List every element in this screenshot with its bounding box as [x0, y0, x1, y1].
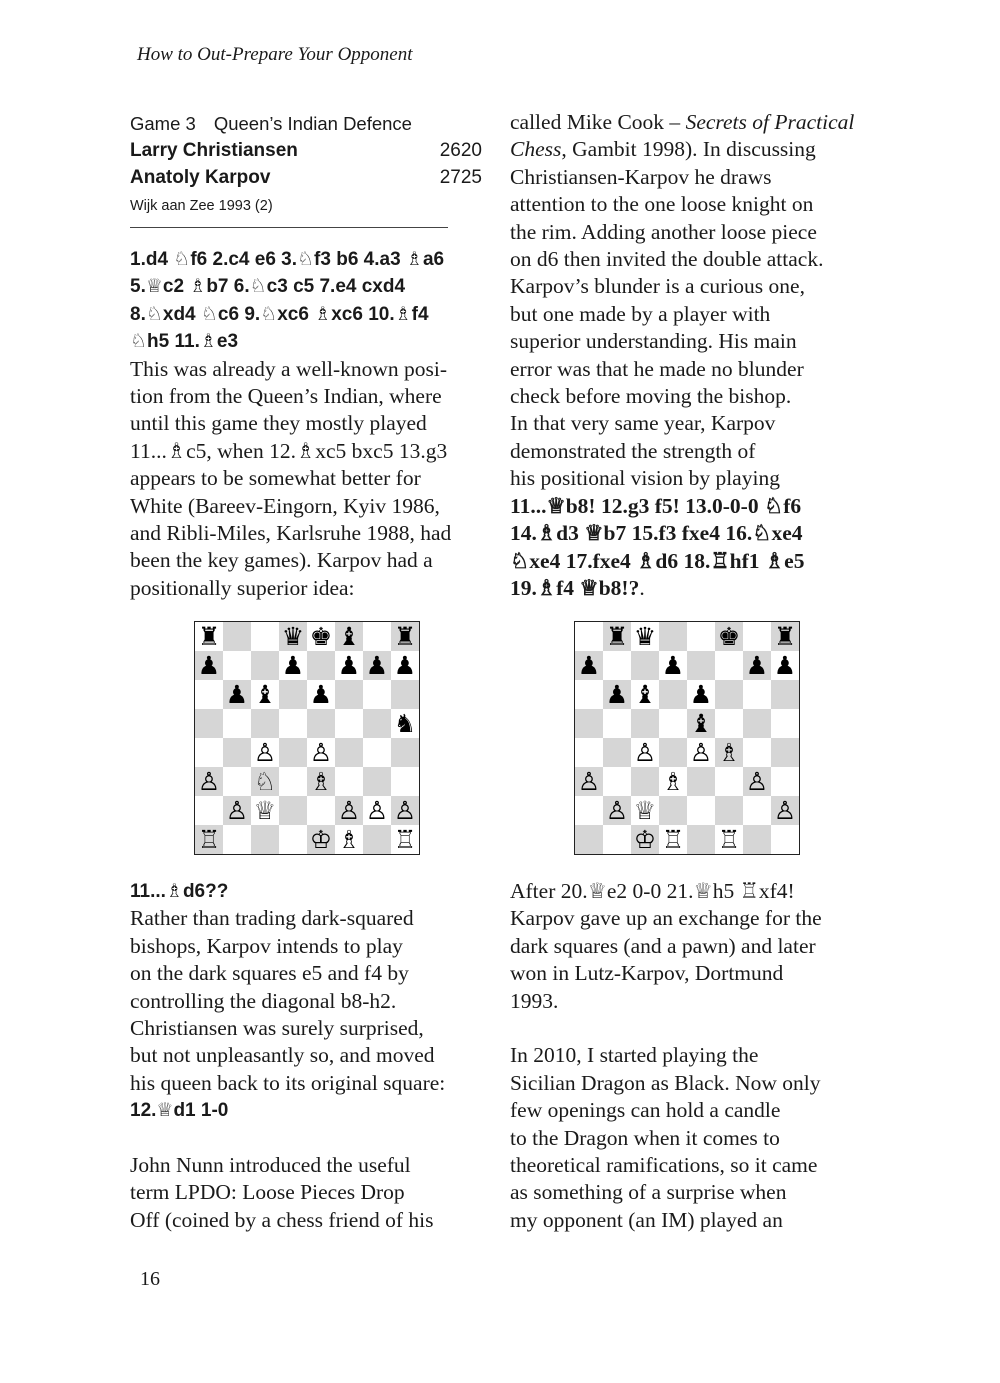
square-e4 [307, 738, 335, 767]
square-c4 [631, 738, 659, 767]
square-a6 [195, 680, 223, 709]
text-line: John Nunn introduced the useful [130, 1153, 411, 1178]
game-number: Game 3 [130, 113, 196, 134]
black-bishop-icon: ♝ [633, 680, 657, 709]
square-d3 [279, 767, 307, 796]
text-line: until this game they mostly played [130, 411, 427, 436]
square-f5 [335, 709, 363, 738]
square-c6 [251, 680, 279, 709]
text-line: In 2010, I started playing the [510, 1043, 759, 1068]
square-a6 [575, 680, 603, 709]
square-c4 [251, 738, 279, 767]
text-line: ♘xe4 17.fxe4 ♗d6 18.♖hf1 ♗e5 [510, 548, 805, 573]
square-f3 [335, 767, 363, 796]
paragraph-gap [130, 1125, 490, 1152]
black-bishop-icon: ♝ [689, 709, 713, 738]
text-line: term LPDO: Loose Pieces Drop [130, 1180, 405, 1205]
square-h3 [391, 767, 419, 796]
square-b8 [603, 622, 631, 651]
square-b7 [223, 651, 251, 680]
move-text: 12.♕d1 1-0 [130, 1100, 229, 1122]
text-line: 1993. [510, 988, 559, 1013]
square-a1 [195, 825, 223, 854]
square-g6 [743, 680, 771, 709]
white-rook-icon: ♖ [393, 825, 417, 854]
square-c2 [631, 796, 659, 825]
text-line: Rather than trading dark-squared [130, 906, 414, 931]
square-e2 [307, 796, 335, 825]
square-d1 [279, 825, 307, 854]
event-info: Wijk aan Zee 1993 (2) [130, 197, 273, 214]
text-line: few openings can hold a candle [510, 1098, 781, 1123]
black-rating: 2725 [439, 167, 482, 189]
commentary-paragraph [510, 1042, 870, 1234]
commentary-text: , Gambit 1998). In discussing [561, 137, 816, 162]
commentary-paragraph [130, 905, 490, 1097]
black-rook-icon: ♜ [605, 622, 629, 651]
white-king-icon: ♔ [633, 825, 657, 854]
square-b8 [223, 622, 251, 651]
square-h7 [771, 651, 799, 680]
square-d8 [279, 622, 307, 651]
square-g6 [363, 680, 391, 709]
text-line: ♘h5 11.♗e3 [130, 331, 239, 353]
square-a8 [575, 622, 603, 651]
square-d3 [659, 767, 687, 796]
square-h6 [391, 680, 419, 709]
black-pawn-icon: ♟ [225, 680, 249, 709]
text-line: his positional vision by playing [510, 466, 780, 491]
text-line: 11...♕b8! 12.g3 f5! 13.0-0-0 ♘f6 [510, 493, 802, 518]
text-line: as something of a surprise when [510, 1180, 787, 1205]
square-h5 [771, 709, 799, 738]
square-f8 [715, 622, 743, 651]
square-d6 [659, 680, 687, 709]
square-e5 [687, 709, 715, 738]
square-g7 [743, 651, 771, 680]
square-a7 [575, 651, 603, 680]
square-h7 [391, 651, 419, 680]
paragraph-gap [510, 1015, 870, 1042]
square-f2 [715, 796, 743, 825]
square-d6 [279, 680, 307, 709]
square-b5 [603, 709, 631, 738]
text-line: 1.d4 ♘f6 2.c4 e6 3.♘f3 b6 4.a3 ♗a6 [130, 249, 445, 270]
text-line: bishops, Karpov intends to play [130, 933, 403, 958]
square-c3 [631, 767, 659, 796]
white-bishop-icon: ♗ [309, 767, 333, 796]
square-f4 [335, 738, 363, 767]
square-h4 [771, 738, 799, 767]
square-d5 [659, 709, 687, 738]
white-bishop-icon: ♗ [717, 738, 741, 767]
square-g2 [363, 796, 391, 825]
square-f5 [715, 709, 743, 738]
white-pawn-icon: ♙ [773, 796, 797, 825]
running-head: How to Out-Prepare Your Opponent [137, 44, 413, 65]
square-a5 [195, 709, 223, 738]
white-bishop-icon: ♗ [337, 825, 361, 854]
book-title: Secrets of Practical [685, 110, 855, 134]
move-text [510, 493, 870, 575]
square-g5 [743, 709, 771, 738]
square-e4 [687, 738, 715, 767]
black-pawn-icon: ♟ [365, 651, 389, 680]
square-g7 [363, 651, 391, 680]
white-player-row [130, 137, 482, 164]
square-b3 [603, 767, 631, 796]
black-pawn-icon: ♟ [661, 651, 685, 680]
white-pawn-icon: ♙ [309, 738, 333, 767]
square-f6 [715, 680, 743, 709]
text-line: After 20.♕e2 0-0 21.♕h5 ♖xf4! [510, 879, 795, 903]
page-number: 16 [140, 1268, 160, 1290]
square-b6 [223, 680, 251, 709]
commentary-paragraph [510, 164, 870, 493]
square-b3 [223, 767, 251, 796]
commentary-text: called Mike Cook – [510, 110, 686, 134]
opening-name: Queen’s Indian Defence [213, 113, 412, 134]
square-b1 [223, 825, 251, 854]
square-b7 [603, 651, 631, 680]
square-c7 [251, 651, 279, 680]
square-e6 [687, 680, 715, 709]
square-f1 [715, 825, 743, 854]
square-e1 [687, 825, 715, 854]
square-d4 [279, 738, 307, 767]
black-pawn-icon: ♟ [281, 651, 305, 680]
black-knight-icon: ♞ [393, 709, 417, 738]
white-pawn-icon: ♙ [745, 767, 769, 796]
square-g3 [743, 767, 771, 796]
black-bishop-icon: ♝ [337, 622, 361, 651]
square-c8 [251, 622, 279, 651]
text-line: his queen back to its original square: [130, 1070, 446, 1095]
square-d5 [279, 709, 307, 738]
black-pawn-icon: ♟ [689, 680, 713, 709]
text-line: attention to the one loose knight on [510, 192, 814, 217]
left-column-bottom [130, 878, 490, 1234]
black-pawn-icon: ♟ [605, 680, 629, 709]
text-line: to the Dragon when it comes to [510, 1125, 780, 1150]
text-line: 5.♕c2 ♗b7 6.♘c3 c5 7.e4 cxd4 [130, 276, 406, 298]
text-line: demonstrated the strength of [510, 438, 756, 463]
white-pawn-icon: ♙ [225, 796, 249, 825]
square-g8 [363, 622, 391, 651]
square-d4 [659, 738, 687, 767]
square-b4 [223, 738, 251, 767]
square-a5 [575, 709, 603, 738]
square-c5 [631, 709, 659, 738]
square-g5 [363, 709, 391, 738]
white-queen-icon: ♕ [253, 796, 277, 825]
square-d7 [659, 651, 687, 680]
commentary-line [510, 109, 870, 136]
white-queen-icon: ♕ [633, 796, 657, 825]
right-column-bottom [510, 878, 870, 1234]
text-line: Karpov’s blunder is a curious one, [510, 274, 805, 299]
text-line: This was already a well-known posi- [130, 356, 448, 381]
black-rook-icon: ♜ [773, 622, 797, 651]
square-g3 [363, 767, 391, 796]
commentary-line [510, 136, 870, 163]
black-pawn-icon: ♟ [337, 651, 361, 680]
square-c1 [631, 825, 659, 854]
black-pawn-icon: ♟ [197, 651, 221, 680]
square-c6 [631, 680, 659, 709]
book-title: Chess [510, 137, 562, 162]
commentary-paragraph [130, 356, 490, 603]
square-g4 [743, 738, 771, 767]
square-e6 [307, 680, 335, 709]
square-a1 [575, 825, 603, 854]
square-h4 [391, 738, 419, 767]
text-line: theoretical ramifications, so it came [510, 1153, 818, 1178]
square-a3 [575, 767, 603, 796]
white-rating: 2620 [439, 140, 482, 161]
square-e1 [307, 825, 335, 854]
white-pawn-icon: ♙ [633, 738, 657, 767]
square-g1 [363, 825, 391, 854]
square-b4 [603, 738, 631, 767]
square-b5 [223, 709, 251, 738]
text-line: tion from the Queen’s Indian, where [130, 384, 442, 409]
move-text-tail: . [639, 575, 645, 600]
square-c3 [251, 767, 279, 796]
text-line: but one made by a player with [510, 301, 771, 326]
square-c7 [631, 651, 659, 680]
black-king-icon: ♚ [717, 622, 741, 651]
text-line: my opponent (an IM) played an [510, 1207, 783, 1232]
square-e8 [687, 622, 715, 651]
square-c8 [631, 622, 659, 651]
white-pawn-icon: ♙ [605, 796, 629, 825]
square-e7 [687, 651, 715, 680]
square-d2 [279, 796, 307, 825]
square-e2 [687, 796, 715, 825]
black-rook-icon: ♜ [197, 622, 221, 651]
square-d2 [659, 796, 687, 825]
black-queen-icon: ♛ [281, 622, 305, 651]
white-pawn-icon: ♙ [253, 738, 277, 767]
square-b1 [603, 825, 631, 854]
text-line: In that very same year, Karpov [510, 411, 776, 436]
square-h2 [771, 796, 799, 825]
square-e3 [687, 767, 715, 796]
white-bishop-icon: ♗ [661, 767, 685, 796]
square-f8 [335, 622, 363, 651]
black-pawn-icon: ♟ [745, 651, 769, 680]
square-h8 [391, 622, 419, 651]
square-f7 [715, 651, 743, 680]
square-h1 [771, 825, 799, 854]
text-line: positionally superior idea: [130, 575, 355, 600]
white-rook-icon: ♖ [661, 825, 685, 854]
right-column-top [510, 109, 870, 602]
text-line: 11...♗c5, when 12.♗xc5 bxc5 13.g3 [130, 438, 448, 463]
text-line: won in Lutz-Karpov, Dortmund [510, 961, 784, 986]
text-line: Karpov gave up an exchange for the [510, 906, 822, 931]
text-line: Off (coined by a chess friend of his [130, 1207, 434, 1232]
square-a7 [195, 651, 223, 680]
black-pawn-icon: ♟ [773, 651, 797, 680]
chess-diagram-right [574, 621, 800, 855]
text-line: 14.♗d3 ♕b7 15.f3 fxe4 16.♘xe4 [510, 521, 803, 546]
square-f7 [335, 651, 363, 680]
white-pawn-icon: ♙ [197, 767, 221, 796]
square-c1 [251, 825, 279, 854]
square-a4 [575, 738, 603, 767]
square-h2 [391, 796, 419, 825]
white-pawn-icon: ♙ [337, 796, 361, 825]
text-line: Christiansen was surely surprised, [130, 1016, 424, 1041]
square-g4 [363, 738, 391, 767]
text-line: and Ribli-Miles, Karlsruhe 1988, had [130, 521, 452, 546]
text-line: error was that he made no blunder [510, 356, 804, 381]
black-bishop-icon: ♝ [253, 680, 277, 709]
text-line: but not unpleasantly so, and moved [130, 1043, 435, 1068]
text-line: on d6 then invited the double attack. [510, 247, 824, 272]
white-king-icon: ♔ [309, 825, 333, 854]
white-knight-icon: ♘ [253, 767, 277, 796]
square-b2 [223, 796, 251, 825]
square-g2 [743, 796, 771, 825]
text-line: dark squares (and a pawn) and later [510, 933, 816, 958]
black-rook-icon: ♜ [393, 622, 417, 651]
square-e5 [307, 709, 335, 738]
white-rook-icon: ♖ [717, 825, 741, 854]
square-a8 [195, 622, 223, 651]
text-line: controlling the diagonal b8-h2. [130, 988, 397, 1013]
chess-diagram-left [194, 621, 420, 855]
square-a2 [195, 796, 223, 825]
text-line: superior understanding. His main [510, 329, 797, 354]
move-line [510, 575, 870, 602]
commentary-paragraph [510, 878, 870, 1015]
text-line: on the dark squares e5 and f4 by [130, 961, 409, 986]
black-player: Anatoly Karpov [130, 167, 271, 189]
text-line: 8.♘xd4 ♘c6 9.♘xc6 ♗xc6 10.♗f4 [130, 303, 429, 325]
black-queen-icon: ♛ [633, 622, 657, 651]
square-c2 [251, 796, 279, 825]
square-f1 [335, 825, 363, 854]
text-line: appears to be somewhat better for [130, 466, 421, 491]
square-h1 [391, 825, 419, 854]
move-text-bold: 19.♗f4 ♕b8!? [510, 575, 640, 600]
square-d7 [279, 651, 307, 680]
text-line: been the key games). Karpov had a [130, 548, 433, 573]
game-label [130, 110, 482, 137]
square-a2 [575, 796, 603, 825]
text-line: Sicilian Dragon as Black. Now only [510, 1070, 821, 1095]
text-line: Christiansen-Karpov he draws [510, 164, 772, 189]
square-a4 [195, 738, 223, 767]
square-c5 [251, 709, 279, 738]
square-d1 [659, 825, 687, 854]
header-divider [130, 227, 448, 228]
square-d8 [659, 622, 687, 651]
square-g1 [743, 825, 771, 854]
move-text [130, 246, 490, 356]
black-king-icon: ♚ [309, 622, 333, 651]
white-player: Larry Christiansen [130, 140, 298, 161]
black-player-row [130, 164, 482, 191]
black-pawn-icon: ♟ [309, 680, 333, 709]
commentary-paragraph [130, 1152, 490, 1234]
square-h6 [771, 680, 799, 709]
white-pawn-icon: ♙ [577, 767, 601, 796]
square-e8 [307, 622, 335, 651]
square-b2 [603, 796, 631, 825]
square-h8 [771, 622, 799, 651]
square-f4 [715, 738, 743, 767]
square-a3 [195, 767, 223, 796]
square-f6 [335, 680, 363, 709]
square-h3 [771, 767, 799, 796]
text-line: the rim. Adding another loose piece [510, 219, 817, 244]
text-line: check before moving the bishop. [510, 384, 792, 409]
square-e7 [307, 651, 335, 680]
text-line: White (Bareev-Eingorn, Kyiv 1986, [130, 493, 440, 518]
square-e3 [307, 767, 335, 796]
white-rook-icon: ♖ [197, 825, 221, 854]
white-pawn-icon: ♙ [393, 796, 417, 825]
black-pawn-icon: ♟ [393, 651, 417, 680]
black-pawn-icon: ♟ [577, 651, 601, 680]
square-g8 [743, 622, 771, 651]
square-h5 [391, 709, 419, 738]
square-b6 [603, 680, 631, 709]
square-f2 [335, 796, 363, 825]
left-column-top [130, 246, 490, 602]
white-pawn-icon: ♙ [365, 796, 389, 825]
move-text: 11...♗d6?? [130, 881, 229, 902]
square-f3 [715, 767, 743, 796]
game-header [130, 110, 482, 228]
white-pawn-icon: ♙ [689, 738, 713, 767]
